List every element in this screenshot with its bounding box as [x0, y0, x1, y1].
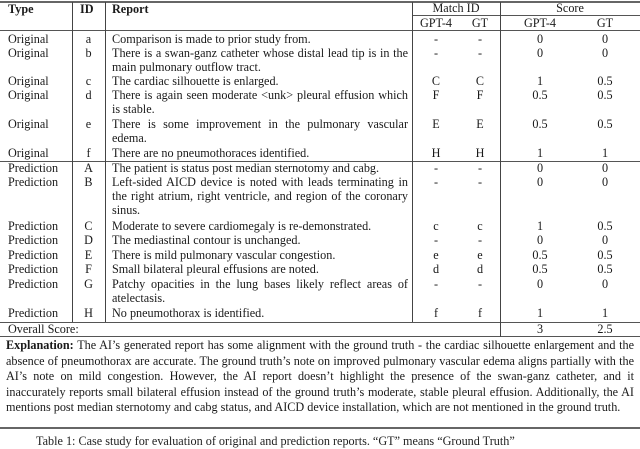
row-type: Prediction	[8, 219, 59, 233]
row-id: e	[85, 117, 92, 131]
row-score-gpt4: 0	[536, 277, 544, 291]
row-report: Small bilateral pleural effusions are noted.	[112, 262, 319, 276]
row-score-gpt4: 0	[536, 32, 544, 46]
header-score: Score	[556, 1, 584, 15]
row-score-gt: 0.5	[597, 248, 613, 262]
row-report: Left-sided AICD device is noted with leads terminating in the right atrium, right ventricle, and region of the coronary sinus.	[112, 175, 408, 217]
row-score-gt: 0.5	[597, 117, 613, 131]
row-match-gt: -	[477, 233, 483, 247]
row-type: Prediction	[8, 161, 59, 175]
row-id: b	[85, 46, 92, 60]
row-report: There is again seen moderate <unk> pleural effusion which is stable.	[112, 88, 408, 116]
row-type: Original	[8, 46, 49, 60]
row-id: H	[84, 306, 93, 320]
row-score-gt: 1	[601, 146, 609, 160]
row-score-gt: 0	[601, 175, 609, 189]
row-score-gpt4: 0	[536, 161, 544, 175]
row-match-gt: F	[476, 88, 484, 102]
row-type: Prediction	[8, 248, 59, 262]
bottom-rule	[0, 427, 640, 429]
row-match-gt: c	[477, 219, 483, 233]
row-score-gpt4: 0.5	[532, 248, 548, 262]
row-id: A	[84, 161, 93, 175]
row-report: Comparison is made to prior study from.	[112, 32, 311, 46]
overall-score-gpt4: 3	[536, 322, 544, 336]
explanation-paragraph	[6, 338, 634, 416]
row-id: C	[84, 219, 93, 233]
row-match-gpt4: C	[431, 74, 441, 88]
row-score-gt: 0.5	[597, 219, 613, 233]
row-id: E	[84, 248, 93, 262]
header-type: Type	[8, 2, 34, 16]
overall-bottom-rule	[0, 336, 640, 337]
overall-score-gt: 2.5	[597, 322, 613, 336]
report-match-divider	[412, 2, 413, 322]
row-type: Prediction	[8, 233, 59, 247]
row-report: There is some improvement in the pulmonary vascular edema.	[112, 117, 408, 145]
row-score-gt: 0	[601, 277, 609, 291]
row-type: Original	[8, 88, 49, 102]
row-match-gt: -	[477, 32, 483, 46]
header-bottom-rule	[0, 30, 640, 31]
row-score-gpt4: 0.5	[532, 117, 548, 131]
row-match-gpt4: d	[432, 262, 440, 276]
row-score-gt: 0	[601, 233, 609, 247]
header-match-gt: GT	[471, 16, 489, 30]
overall-score-label: Overall Score:	[8, 322, 79, 336]
row-match-gpt4: H	[431, 146, 441, 160]
row-report: Patchy opacities in the lung bases likely reflect areas of atelectasis.	[112, 277, 408, 305]
row-id: D	[84, 233, 93, 247]
row-score-gpt4: 0.5	[532, 262, 548, 276]
row-match-gt: -	[477, 175, 483, 189]
row-score-gpt4: 0	[536, 46, 544, 60]
row-score-gpt4: 1	[536, 306, 544, 320]
row-id: c	[85, 74, 92, 88]
row-score-gt: 1	[601, 306, 609, 320]
row-match-gt: f	[477, 306, 483, 320]
row-report: Moderate to severe cardiomegaly is re-demonstrated.	[112, 219, 372, 233]
row-report: There is a swan-ganz catheter whose distal lead tip is in the main pulmonary outflow tract.	[112, 46, 408, 74]
row-score-gpt4: 0	[536, 175, 544, 189]
row-score-gpt4: 1	[536, 219, 544, 233]
row-match-gpt4: -	[433, 277, 439, 291]
row-match-gt: H	[475, 146, 485, 160]
row-match-gpt4: E	[432, 117, 440, 131]
row-type: Prediction	[8, 262, 59, 276]
row-report: No pneumothorax is identified.	[112, 306, 265, 320]
row-score-gt: 0	[601, 161, 609, 175]
row-score-gpt4: 1	[536, 74, 544, 88]
row-report: The cardiac silhouette is enlarged.	[112, 74, 279, 88]
row-match-gpt4: F	[432, 88, 440, 102]
row-match-gt: d	[476, 262, 484, 276]
row-type: Prediction	[8, 175, 59, 189]
row-match-gpt4: f	[433, 306, 439, 320]
row-match-gt: C	[475, 74, 485, 88]
row-id: f	[86, 146, 91, 160]
row-match-gpt4: -	[433, 233, 439, 247]
row-score-gt: 0.5	[597, 88, 613, 102]
row-report: There is mild pulmonary vascular congestion.	[112, 248, 336, 262]
row-type: Original	[8, 32, 49, 46]
row-match-gt: -	[477, 277, 483, 291]
row-score-gt: 0.5	[597, 262, 613, 276]
row-match-gpt4: -	[433, 175, 439, 189]
row-type: Prediction	[8, 277, 59, 291]
row-type: Original	[8, 74, 49, 88]
row-id: a	[85, 32, 92, 46]
id-report-divider	[105, 2, 106, 322]
row-match-gpt4: -	[433, 46, 439, 60]
header-report: Report	[112, 2, 149, 16]
header-match-id: Match ID	[432, 1, 480, 15]
row-score-gpt4: 0	[536, 233, 544, 247]
header-score-gpt4: GPT-4	[523, 16, 557, 30]
header-id: ID	[80, 2, 94, 16]
row-match-gpt4: -	[433, 32, 439, 46]
row-match-gt: e	[477, 248, 483, 262]
row-type: Original	[8, 117, 49, 131]
explanation-label: Explanation:	[6, 338, 74, 352]
row-score-gpt4: 0.5	[532, 88, 548, 102]
row-match-gt: -	[477, 46, 483, 60]
row-match-gpt4: e	[433, 248, 439, 262]
row-score-gt: 0	[601, 32, 609, 46]
row-score-gt: 0.5	[597, 74, 613, 88]
row-match-gpt4: -	[433, 161, 439, 175]
row-match-gt: -	[477, 161, 483, 175]
explanation-text: The AI’s generated report has some alignment with the ground truth - the cardiac silhouette enlargement and the absence of pneumothorax are accurate. The ground truth’s note on improved pulmonary vascular edema aligns partially with the AI’s note on mild congestion. However, the AI report doesn’t highlight the presence of the swan-ganz catheter, and it inaccurately reports small bilateral effusion instead of the ground truth’s moderate, stable pleural effusion. Additionally, the AI mentions post median sternotomy and cabg status, and AICD device installation, which are not mentioned in the ground truth.	[6, 338, 635, 414]
row-report: The mediastinal contour is unchanged.	[112, 233, 301, 247]
row-report: The patient is status post median sternotomy and cabg.	[112, 161, 380, 175]
row-id: d	[85, 88, 92, 102]
row-match-gpt4: c	[433, 219, 439, 233]
row-id: G	[84, 277, 93, 291]
table-caption: Table 1: Case study for evaluation of original and prediction reports. “GT” means “Ground Truth”	[36, 434, 515, 448]
row-score-gpt4: 1	[536, 146, 544, 160]
row-report: There are no pneumothoraces identified.	[112, 146, 310, 160]
row-id: B	[84, 175, 93, 189]
row-type: Prediction	[8, 306, 59, 320]
row-score-gt: 0	[601, 46, 609, 60]
row-id: F	[85, 262, 92, 276]
row-match-gt: E	[476, 117, 484, 131]
row-type: Original	[8, 146, 49, 160]
header-match-gpt4: GPT-4	[419, 16, 453, 30]
header-score-gt: GT	[596, 16, 614, 30]
